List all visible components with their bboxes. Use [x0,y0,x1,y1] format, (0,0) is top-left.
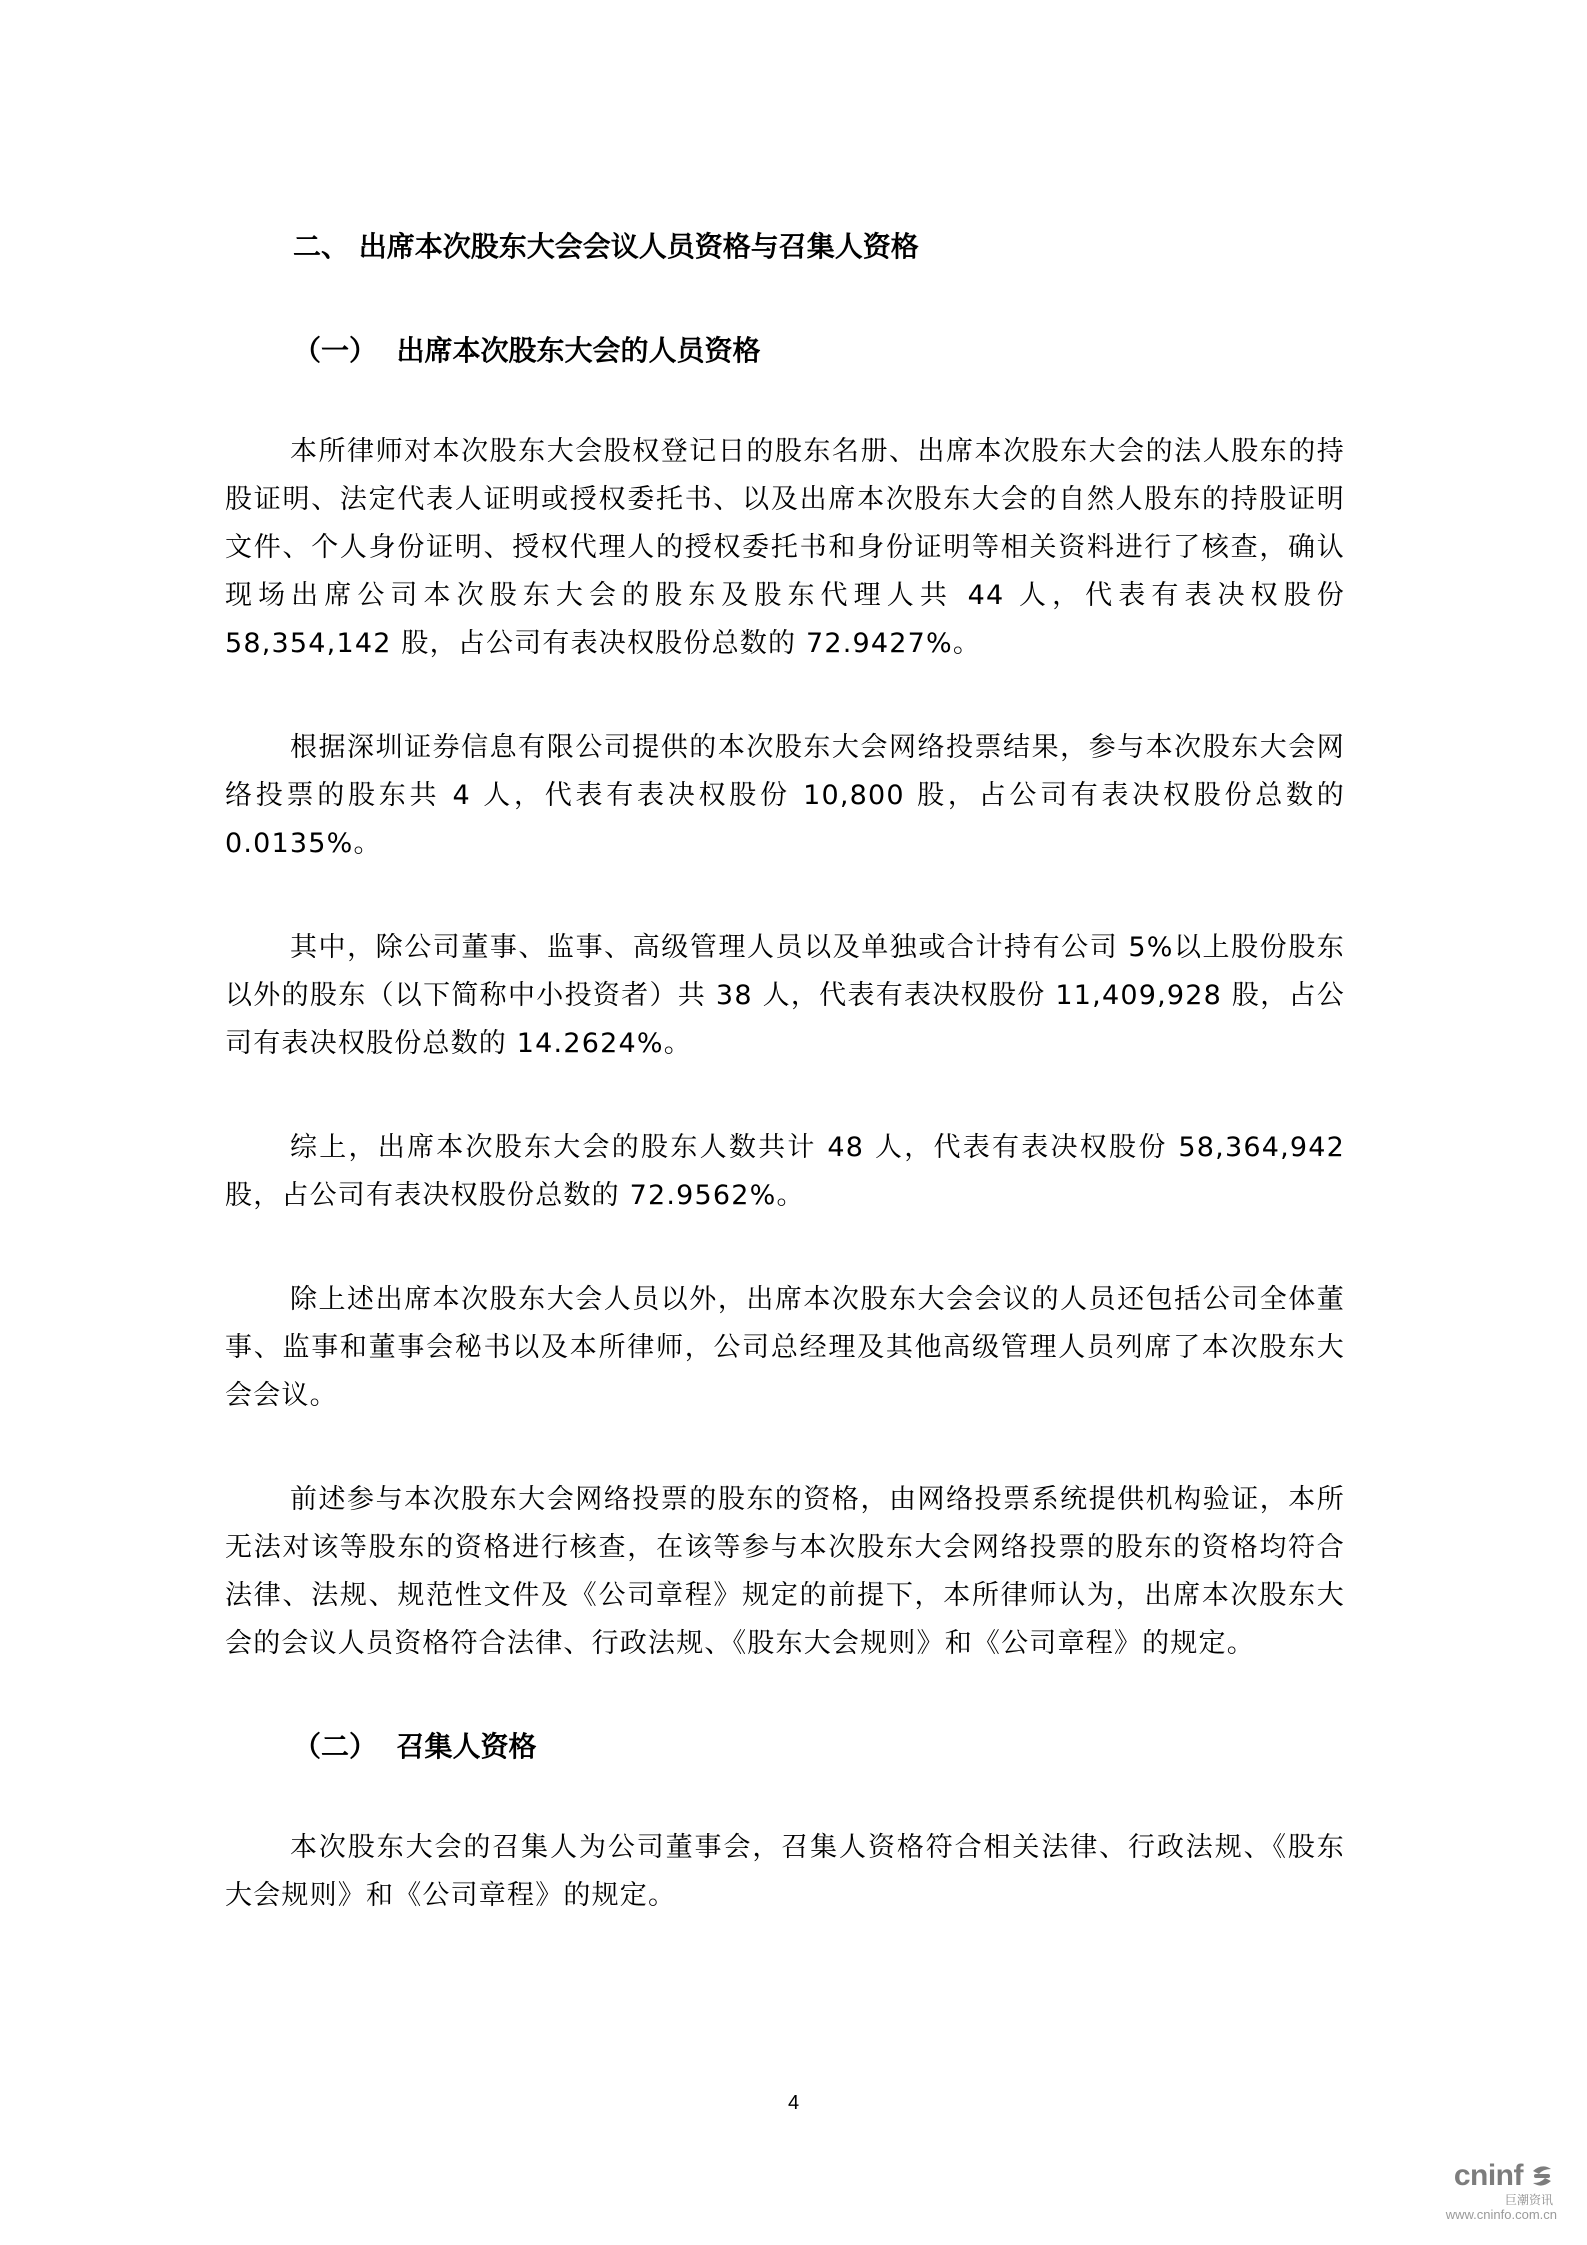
paragraph-1: 本所律师对本次股东大会股权登记日的股东名册、出席本次股东大会的法人股东的持股证明、法定代表人证明或授权委托书、以及出席本次股东大会的自然人股东的持股证明文件、个人身份证明、授权代理人的授权委托书和身份证明等相关资料进行了核查，确认现场出席公司本次股东大会的股东及股东代理人共 44 人，代表有表决权股份 58,354,142 股，占公司有表决权股份总数的 72.9427%。 [225,436,1345,659]
subsection-title-1: （一） 出席本次股东大会的人员资格 [293,334,761,367]
page-number: 4 [787,2092,800,2114]
paragraph-2: 根据深圳证券信息有限公司提供的本次股东大会网络投票结果，参与本次股东大会网络投票的股东共 4 人，代表有表决权股份 10,800 股，占公司有表决权股份总数的 0.0135%。 [225,732,1345,859]
paragraph-4: 综上，出席本次股东大会的股东人数共计 48 人，代表有表决权股份 58,364,942 股，占公司有表决权股份总数的 72.9562%。 [225,1132,1345,1211]
watermark-logo-text: cninf [1453,2159,1523,2192]
paragraph-5: 除上述出席本次股东大会人员以外，出席本次股东大会会议的人员还包括公司全体董事、监事和董事会秘书以及本所律师，公司总经理及其他高级管理人员列席了本次股东大会会议。 [225,1284,1345,1411]
watermark-sub-text: 巨潮资讯 [1504,2193,1553,2207]
document-body [225,222,1345,1920]
paragraph-6: 前述参与本次股东大会网络投票的股东的资格，由网络投票系统提供机构验证，本所无法对该等股东的资格进行核查，在该等参与本次股东大会网络投票的股东的资格均符合法律、法规、规范性文件及《公司章程》规定的前提下，本所律师认为，出席本次股东大会的会议人员资格符合法律、行政法规、《股东大会规则》和《公司章程》的规定。 [225,1484,1345,1659]
cninfo-swirl-icon [1527,2161,1557,2191]
paragraph-7: 本次股东大会的召集人为公司董事会，召集人资格符合相关法律、行政法规、《股东大会规则》和《公司章程》的规定。 [225,1832,1345,1911]
subsection-title-2: （二） 召集人资格 [293,1730,537,1763]
cninfo-watermark [1357,2159,1557,2227]
paragraph-3: 其中，除公司董事、监事、高级管理人员以及单独或合计持有公司 5%以上股份股东以外的股东（以下简称中小投资者）共 38 人，代表有表决权股份 11,409,928 股，占公司有表决权股份总数的 14.2624%。 [225,932,1345,1059]
watermark-url: www.cninfo.com.cn [1445,2207,1557,2222]
cninfo-logo [1454,2159,1557,2193]
section-title: 二、 出席本次股东大会会议人员资格与召集人资格 [293,230,919,263]
